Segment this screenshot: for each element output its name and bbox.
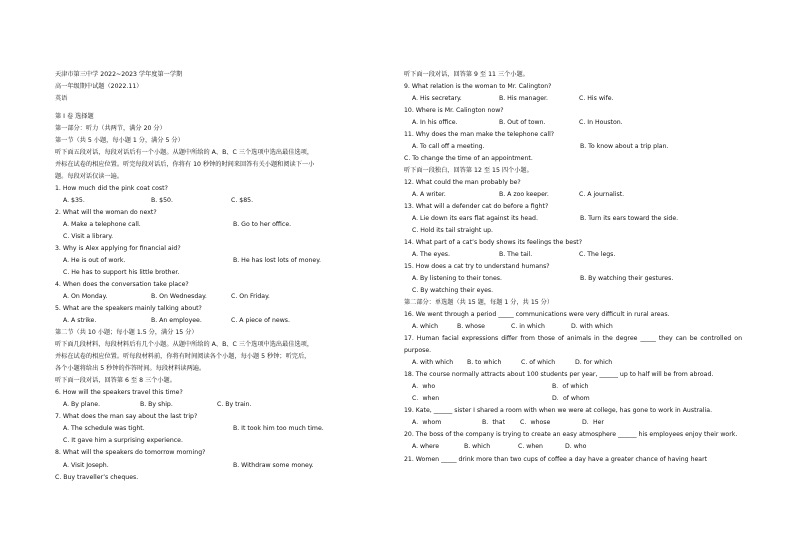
question-5-options bbox=[55, 315, 395, 327]
option-b: B. An employee. bbox=[151, 317, 202, 325]
dialogue-6-8-directions: 听下面一段对话，回答第 6 至 8 三个小题。 bbox=[55, 377, 176, 385]
section1-directions-line: 并标在试卷的相应位置。听完每段对话后，你将有 10 秒钟的时间来回答有关小题和阅读下一小 bbox=[55, 161, 315, 169]
option-a: A. Visit Joseph. bbox=[63, 461, 109, 469]
option-b: B. His manager. bbox=[499, 95, 548, 103]
question-14: 14. What part of a cat’s body shows its feelings the best? bbox=[404, 239, 582, 247]
option-b: B．of which bbox=[552, 383, 589, 391]
question-3-option-c: C. He has to support his little brother. bbox=[63, 269, 180, 277]
option-b: B. whose bbox=[457, 323, 485, 331]
option-b: B. A zoo keeper. bbox=[499, 191, 549, 199]
section1-directions-line: 听下面五段对话，每段对话后有一个小题。从题中所给的 A、B、C 三个选项中选出最佳选项， bbox=[55, 149, 314, 157]
option-b: B. It took him too much time. bbox=[233, 425, 324, 433]
question-7-options bbox=[55, 423, 395, 435]
option-a: A. $35. bbox=[63, 197, 85, 205]
option-b: B. By watching their gestures. bbox=[580, 275, 674, 283]
question-6: 6. How will the speakers travel this time? bbox=[55, 389, 183, 397]
question-21: 21. Women _____ drink more than two cups of coffee a day have a greater chance of having heart bbox=[404, 455, 708, 463]
option-a: A. His secretary. bbox=[412, 95, 462, 103]
question-18-options-row2 bbox=[404, 393, 742, 405]
option-b: B. Withdraw some money. bbox=[233, 461, 314, 469]
option-a: A．whom bbox=[412, 419, 442, 427]
question-1-options bbox=[55, 195, 395, 207]
option-c: C. A journalist. bbox=[579, 191, 625, 199]
option-a: A. The eyes. bbox=[412, 251, 450, 259]
option-c: C. His wife. bbox=[579, 95, 614, 103]
question-16: 16. We went through a period _____ communications were very difficult in rural areas. bbox=[404, 311, 670, 319]
question-13: 13. What will a defender cat do before a fight? bbox=[404, 203, 549, 211]
question-19-options bbox=[404, 417, 742, 429]
option-a: A．who bbox=[412, 383, 436, 391]
question-11-option-c: C. To change the time of an appointment. bbox=[404, 155, 533, 163]
option-c: C. when bbox=[518, 443, 543, 451]
option-b: B. which bbox=[464, 443, 491, 451]
option-a: A. Make a telephone call. bbox=[63, 221, 141, 229]
option-c: C．whose bbox=[520, 419, 551, 427]
question-13-options bbox=[404, 213, 742, 225]
school-header: 天津市第三中学 2022~2023 学年度第一学期 bbox=[55, 71, 183, 78]
option-a: A. By plane. bbox=[63, 401, 101, 409]
volume-heading: 第 I 卷 选择题 bbox=[55, 113, 94, 121]
question-17-options bbox=[404, 357, 742, 369]
question-12: 12. What could the man probably be? bbox=[404, 179, 521, 187]
question-9: 9. What relation is the woman to Mr. Calington? bbox=[404, 83, 552, 91]
option-b: B. He has lost lots of money. bbox=[233, 257, 321, 265]
option-b: B. to which bbox=[467, 359, 502, 367]
question-8-options bbox=[55, 460, 395, 472]
question-20-options bbox=[404, 441, 742, 453]
right-column bbox=[404, 69, 742, 466]
question-18: 18. The course normally attracts about 100 students per year, ______ up to half will be from abroad. bbox=[404, 371, 714, 379]
question-14-options bbox=[404, 249, 742, 261]
question-2-options bbox=[55, 219, 395, 231]
subject-label: 英语 bbox=[55, 95, 68, 103]
section1-directions-line: 题。每段对话仅读一遍。 bbox=[55, 173, 124, 181]
question-11: 11. Why does the man make the telephone call? bbox=[404, 131, 555, 139]
option-b: B. The tail. bbox=[499, 251, 533, 259]
option-a: A. By listening to their tones. bbox=[412, 275, 502, 283]
question-20: 20. The boss of the company is trying to create an easy atmosphere ______ his employees enjoy their work. bbox=[404, 431, 738, 439]
question-3: 3. Why is Alex applying for financial aid? bbox=[55, 245, 181, 253]
option-d: D. with which bbox=[571, 323, 613, 331]
option-a: A. which bbox=[412, 323, 439, 331]
question-3-options bbox=[55, 255, 395, 267]
part2-heading: 第二部分：单选题（共 15 题，每题 1 分，共 15 分） bbox=[404, 299, 554, 307]
option-b: B. By ship. bbox=[140, 401, 173, 409]
part1-heading: 第一部分：听力（共两节，满分 20 分） bbox=[55, 125, 166, 133]
question-10: 10. Where is Mr. Calington now? bbox=[404, 107, 504, 115]
question-4-options bbox=[55, 291, 395, 303]
question-12-options bbox=[404, 189, 742, 201]
question-7: 7. What does the man say about the last trip? bbox=[55, 413, 198, 421]
question-15-option-c: C. By watching their eyes. bbox=[412, 287, 494, 295]
section2-heading: 第二节（共 10 小题；每小题 1.5 分，满分 15 分） bbox=[55, 329, 198, 337]
option-d: D. for which bbox=[575, 359, 613, 367]
option-a: A. To call off a meeting. bbox=[412, 143, 485, 151]
option-a: A. Lie down its ears flat against its head. bbox=[412, 215, 538, 223]
option-d: D. who bbox=[565, 443, 587, 451]
section1-heading: 第一节（共 5 小题，每小题 1 分，满分 5 分） bbox=[55, 137, 184, 145]
option-b: B. Turn its ears toward the side. bbox=[580, 215, 679, 223]
section2-directions-line: 并标在试卷的相应位置。听每段材料前，你将有时间阅读各个小题，每小题 5 秒钟；听完后， bbox=[55, 353, 311, 361]
dialogue-9-11-directions: 听下面一段对话，回答第 9 至 11 三个小题。 bbox=[404, 71, 529, 78]
option-b: B. Go to her office. bbox=[233, 221, 292, 229]
question-2-option-c: C. Visit a library. bbox=[63, 233, 114, 241]
option-c: C. A piece of news. bbox=[231, 317, 290, 325]
option-b: B. To know about a trip plan. bbox=[580, 143, 669, 151]
question-10-options bbox=[404, 117, 742, 129]
question-15: 15. How does a cat try to understand humans? bbox=[404, 263, 550, 271]
question-17: 17. Human facial expressions differ from those of animals in the degree _____ they can be controlled on purpose. bbox=[404, 335, 742, 355]
question-8: 8. What will the speakers do tomorrow morning? bbox=[55, 449, 206, 457]
option-a: A. A strike. bbox=[63, 317, 97, 325]
left-column bbox=[55, 69, 395, 484]
question-15-options bbox=[404, 273, 742, 285]
option-a: A. On Monday. bbox=[63, 293, 108, 301]
question-19: 19. Kate, ______ sister I shared a room with when we were at college, has gone to work in Australia. bbox=[404, 407, 713, 415]
option-a: C．when bbox=[412, 395, 440, 403]
question-5: 5. What are the speakers mainly talking about? bbox=[55, 305, 202, 313]
option-a: A. where bbox=[412, 443, 440, 451]
option-a: A. A writer. bbox=[412, 191, 446, 199]
option-b: B. Out of town. bbox=[499, 119, 546, 127]
question-6-options bbox=[55, 399, 395, 411]
monologue-12-15-directions: 听下面一段独白，回答第 12 至 15 四个小题。 bbox=[404, 167, 533, 175]
question-7-option-c: C. It gave him a surprising experience. bbox=[63, 437, 183, 445]
question-16-options bbox=[404, 321, 742, 333]
question-1: 1. How much did the pink coat cost? bbox=[55, 185, 168, 193]
question-11-options bbox=[404, 141, 742, 153]
option-b: D．of whom bbox=[552, 395, 590, 403]
question-18-options bbox=[404, 381, 742, 393]
option-c: C. $85. bbox=[231, 197, 254, 205]
question-2: 2. What will the woman do next? bbox=[55, 209, 157, 217]
section2-directions-line: 听下面几段材料，每段材料后有几个小题。从题中所给的 A、B、C 三个选项中选出最佳选项， bbox=[55, 341, 314, 349]
option-c: C. The legs. bbox=[579, 251, 616, 259]
option-b: B．that bbox=[482, 419, 505, 427]
question-8-option-c: C. Buy traveller’s cheques. bbox=[55, 473, 139, 481]
section2-directions-line: 各个小题将给出 5 秒钟的作答时间。每段材料读两遍。 bbox=[55, 365, 206, 373]
option-c: C. By train. bbox=[217, 401, 252, 409]
option-a: A. In his office. bbox=[412, 119, 458, 127]
option-d: D．Her bbox=[582, 419, 604, 427]
option-a: A. He is out of work. bbox=[63, 257, 126, 265]
option-c: C. In Houston. bbox=[579, 119, 623, 127]
option-c: C. On Friday. bbox=[231, 293, 270, 301]
option-c: C. in which bbox=[511, 323, 545, 331]
option-a: A. The schedule was tight. bbox=[63, 425, 145, 433]
option-b: B. $50. bbox=[151, 197, 173, 205]
option-a: A. with which bbox=[412, 359, 454, 367]
question-13-option-c: C. Hold its tail straight up. bbox=[412, 227, 494, 235]
option-c: C. of which bbox=[521, 359, 556, 367]
question-9-options bbox=[404, 93, 742, 105]
question-4: 4. When does the conversation take place? bbox=[55, 281, 189, 289]
option-b: B. On Wednesday. bbox=[151, 293, 207, 301]
exam-title: 高一年级期中试题（2022.11） bbox=[55, 83, 143, 91]
